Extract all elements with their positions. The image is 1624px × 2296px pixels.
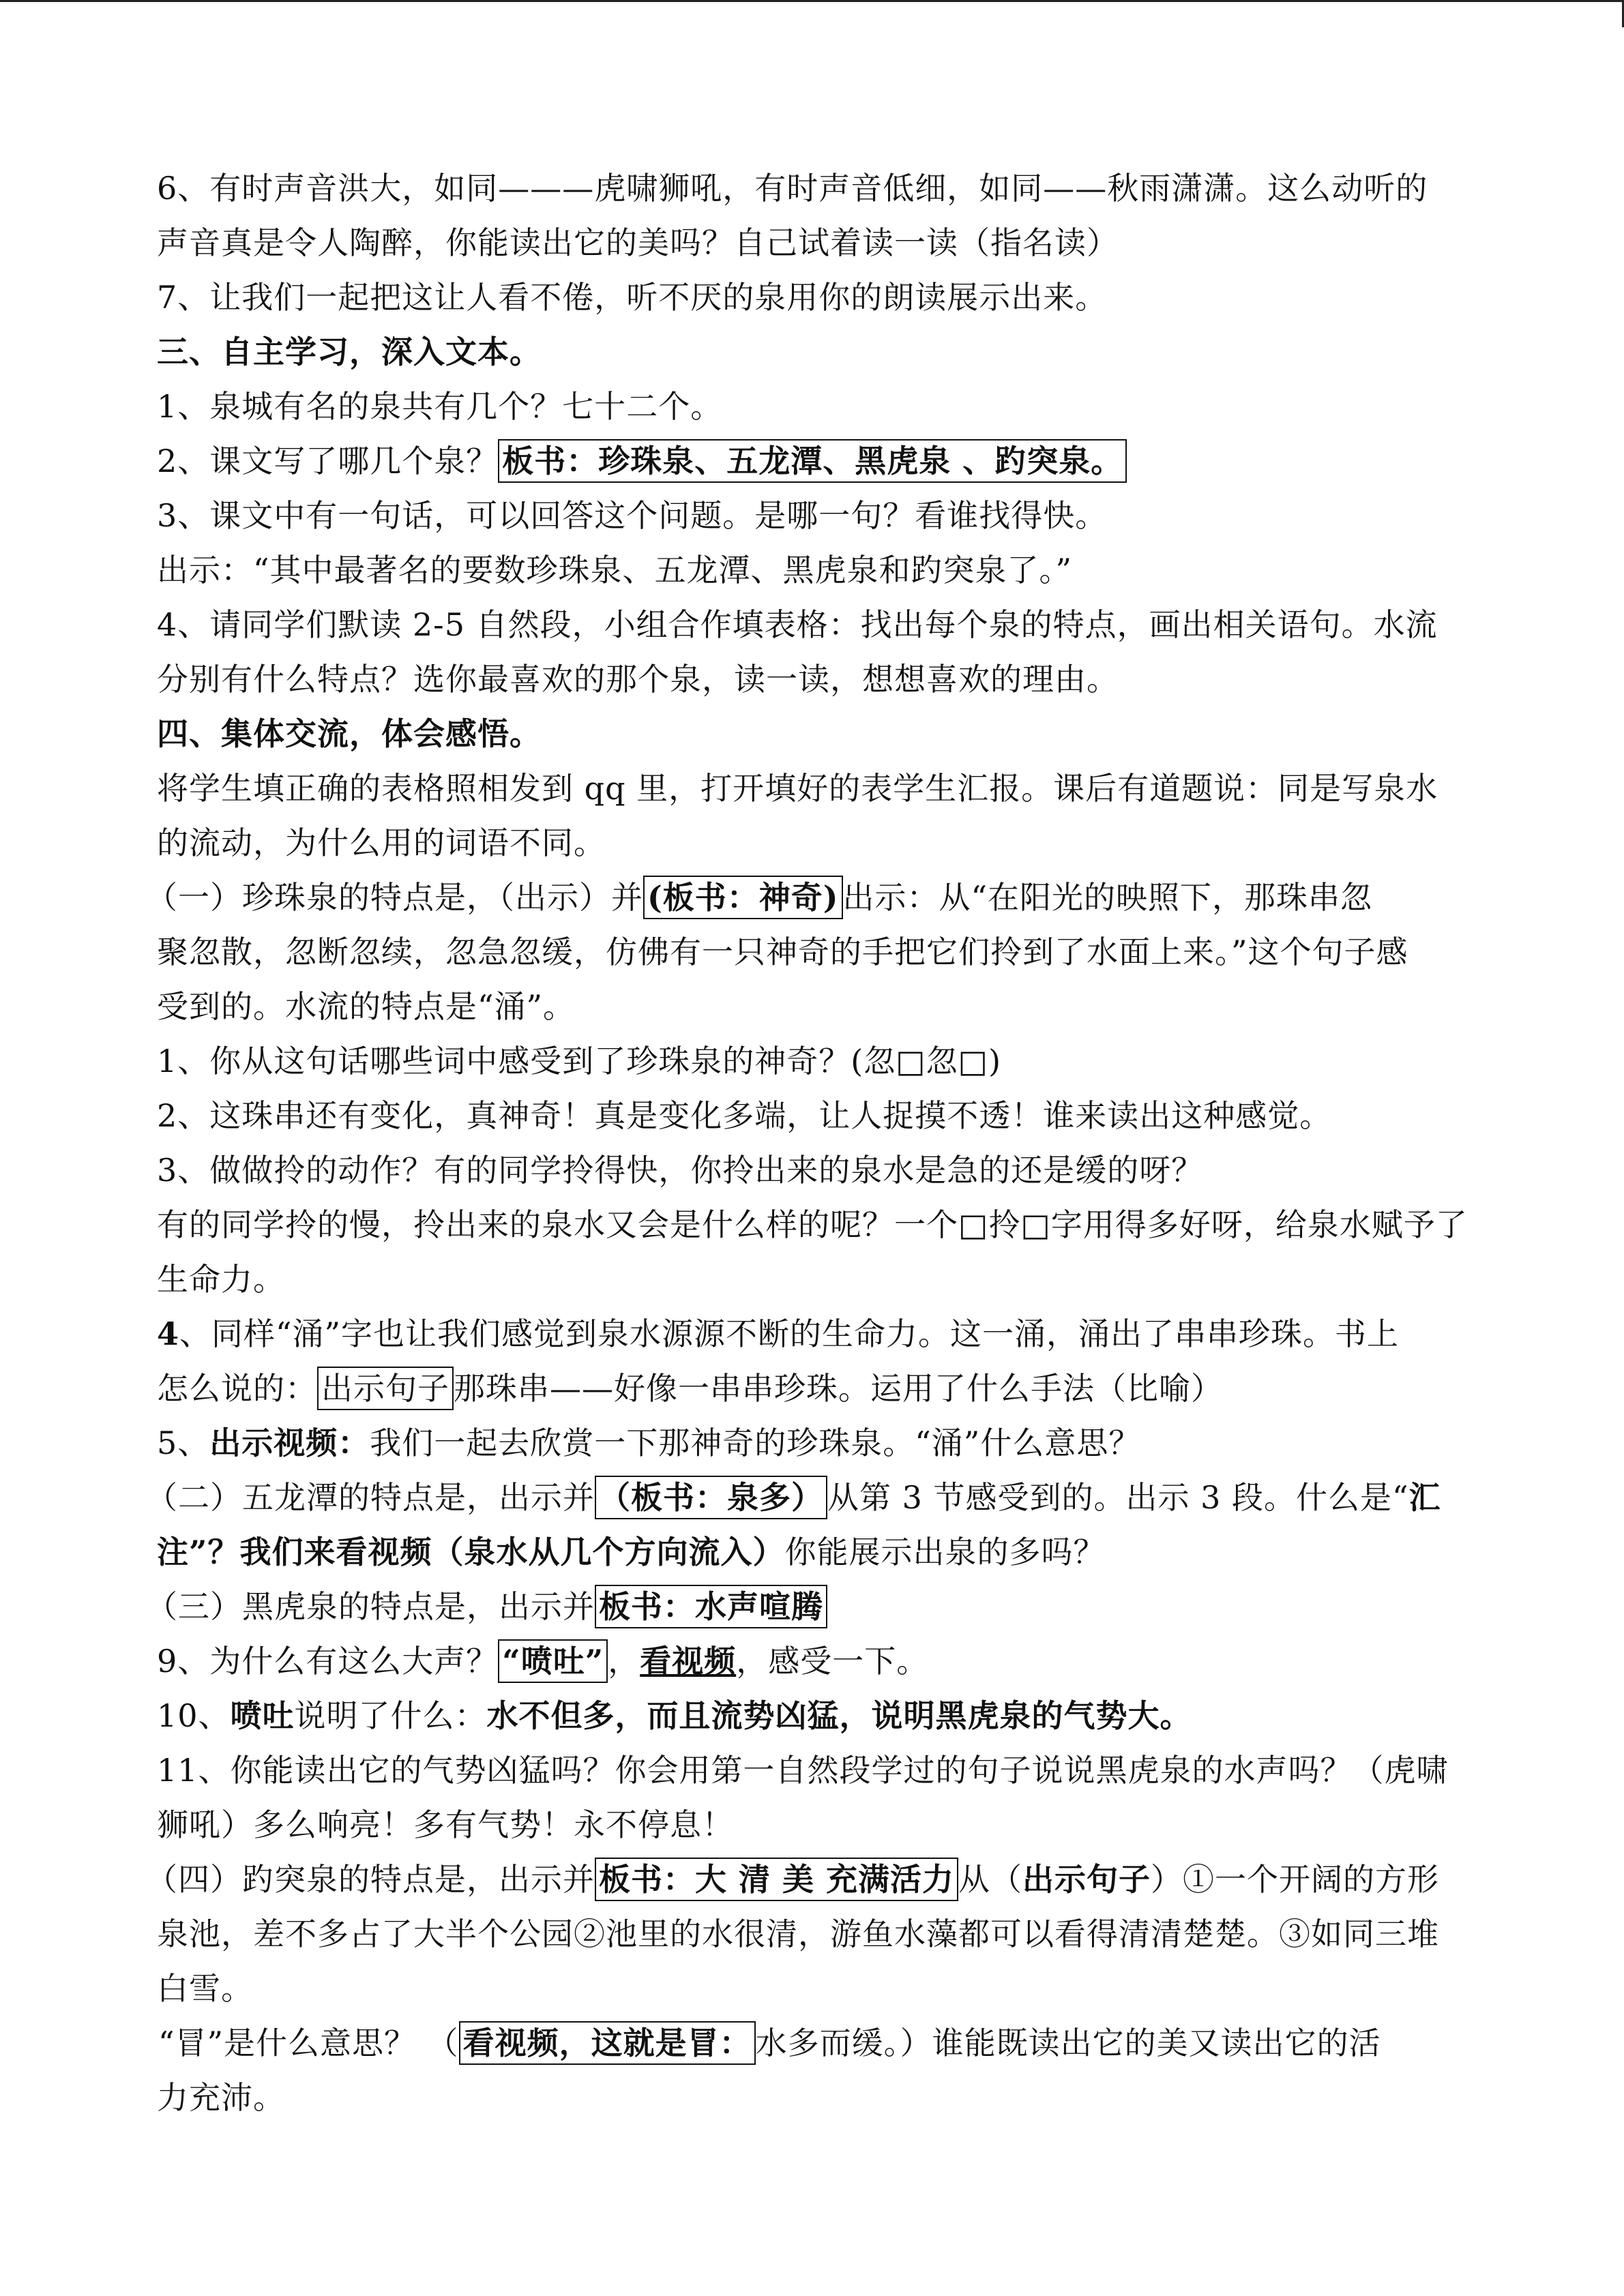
paragraph-line: 分别有什么特点？选你最喜欢的那个泉，读一读，想想喜欢的理由。 xyxy=(157,661,1119,698)
paragraph-line: 出示：“其中最著名的要数珍珠泉、五龙潭、黑虎泉和趵突泉了。” xyxy=(157,552,1073,588)
text-segment: 看视频 xyxy=(640,1643,737,1680)
blackboard-note-box: (板书：神奇) xyxy=(643,876,843,919)
text-segment: 出示句子 xyxy=(1022,1861,1151,1898)
paragraph-line: 聚忽散，忽断忽续，忽急忽缓，仿佛有一只神奇的手把它们拎到了水面上来。”这个句子感 xyxy=(157,934,1408,970)
text-segment: 出示视频： xyxy=(209,1425,370,1461)
text-segment: （一）珍珠泉的特点是，（出示）并 xyxy=(146,879,643,916)
text-segment: 水不但多，而且流势凶猛，说明黑虎泉的气势大。 xyxy=(486,1697,1192,1734)
text-segment: 你能展示出泉的多吗？ xyxy=(784,1534,1106,1570)
paragraph-line xyxy=(157,1361,1473,1416)
paragraph-line: 白雪。 xyxy=(157,1970,253,2007)
paragraph-line xyxy=(157,1416,1473,1470)
paragraph-line xyxy=(157,1307,1473,1361)
text-segment: 出示：从“在阳光的映照下，那珠串忽 xyxy=(842,879,1373,916)
paragraph-line: 受到的。水流的特点是“涌”。 xyxy=(157,988,576,1025)
paragraph-line: 1、泉城有名的泉共有几个？七十二个。 xyxy=(157,388,723,425)
text-segment: （三）黑虎泉的特点是，出示并 xyxy=(146,1588,595,1625)
paragraph-line xyxy=(146,1852,1462,1907)
text-segment: 我们一起去欣赏一下那神奇的珍珠泉。“涌”什么意思？ xyxy=(370,1425,1141,1461)
text-segment: 9、为什么有这么大声？ xyxy=(157,1643,499,1680)
text-segment: 说明了什么： xyxy=(294,1697,487,1734)
text-segment: 从第 3 节感受到的。出示 3 段。什么是“ xyxy=(827,1479,1409,1516)
paragraph-line: 声音真是令人陶醉，你能读出它的美吗？自己试着读一读（指名读） xyxy=(157,224,1119,261)
paragraph-line: 4、请同学们默读 2-5 自然段，小组合作填表格：找出每个泉的特点，画出相关语句。水流 xyxy=(157,606,1438,643)
paragraph-line: 2、这珠串还有变化，真神奇！真是变化多端，让人捉摸不透！谁来读出这种感觉。 xyxy=(157,1097,1332,1134)
text-segment: （二）五龙潭的特点是，出示并 xyxy=(146,1479,595,1516)
top-border xyxy=(0,0,1624,2)
text-segment: 5、 xyxy=(157,1425,210,1461)
text-segment: 怎么说的： xyxy=(157,1370,317,1407)
text-segment: ）①一个开阔的方形 xyxy=(1151,1861,1440,1898)
text-segment: “冒”是什么意思？ （ xyxy=(158,2025,459,2061)
video-note-box: 看视频，这就是冒： xyxy=(459,2021,756,2065)
blackboard-note-box: 板书：珍珠泉、五龙潭、黑虎泉 、趵突泉。 xyxy=(498,439,1127,483)
blackboard-note-box: 板书：大 清 美 充满活力 xyxy=(595,1858,958,1901)
paragraph-line xyxy=(158,2016,1475,2070)
text-segment: 汇 xyxy=(1408,1479,1441,1516)
text-segment: 、同样“涌”字也让我们感觉到泉水源源不断的生命力。这一涌，涌出了串串珍珠。书上 xyxy=(179,1315,1400,1352)
paragraph-line xyxy=(157,1634,1473,1688)
paragraph-line: 1、你从这句话哪些词中感受到了珍珠泉的神奇？(忽□忽□) xyxy=(157,1043,1002,1079)
paragraph-line: 生命力。 xyxy=(157,1261,285,1298)
text-segment: 从（ xyxy=(958,1861,1023,1898)
blackboard-note-box: 板书：水声喧腾 xyxy=(595,1585,827,1628)
paragraph-line: 泉池，差不多占了大半个公园②池里的水很清，游鱼水藻都可以看得清清楚楚。③如同三堆 xyxy=(157,1915,1439,1952)
paragraph-line xyxy=(146,1579,1462,1634)
paragraph-line: 3、做做拎的动作？有的同学拎得快，你拎出来的泉水是急的还是缓的呀？ xyxy=(157,1152,1204,1189)
text-segment: 10、 xyxy=(157,1697,231,1734)
paragraph-line: 11、你能读出它的气势凶猛吗？你会用第一自然段学过的句子说说黑虎泉的水声吗？（虎啸 xyxy=(157,1752,1449,1789)
paragraph-line: 6、有时声音洪大，如同———虎啸狮吼，有时声音低细，如同——秋雨潇潇。这么动听的 xyxy=(157,170,1428,207)
text-segment: 喷吐 xyxy=(230,1697,295,1734)
paragraph-line xyxy=(157,1688,1473,1743)
section-heading: 三、自主学习，深入文本。 xyxy=(157,333,542,370)
paragraph-line xyxy=(157,1525,1473,1579)
keyword-box: “喷吐” xyxy=(498,1639,608,1683)
text-segment: 2、课文写了哪几个泉？ xyxy=(157,443,499,479)
paragraph-line xyxy=(146,870,1462,925)
text-segment: ， xyxy=(608,1643,640,1680)
text-segment: 水多而缓。）谁能既读出它的美又读出它的活 xyxy=(755,2025,1381,2061)
paragraph-line: 的流动，为什么用的词语不同。 xyxy=(157,824,606,861)
paragraph-line: 7、让我们一起把这让人看不倦，听不厌的泉用你的朗读展示出来。 xyxy=(157,279,1108,316)
paragraph-line: 狮吼）多么响亮！多有气势！永不停息！ xyxy=(157,1806,734,1843)
text-segment: 注”？我们来看视频（泉水从几个方向流入） xyxy=(157,1534,785,1570)
text-segment: （四）趵突泉的特点是，出示并 xyxy=(146,1861,595,1898)
paragraph-line xyxy=(146,1470,1462,1525)
text-segment: 4 xyxy=(157,1315,180,1352)
section-heading: 四、集体交流，体会感悟。 xyxy=(157,715,542,752)
paragraph-line: 有的同学拎的慢，拎出来的泉水又会是什么样的呢？一个□拎□字用得多好呀，给泉水赋予了 xyxy=(157,1206,1468,1243)
paragraph-line xyxy=(157,434,1473,488)
text-segment: ，感受一下。 xyxy=(736,1643,929,1680)
blackboard-note-box: （板书：泉多） xyxy=(595,1476,827,1519)
paragraph-line: 力充沛。 xyxy=(157,2079,285,2116)
paragraph-line: 3、课文中有一句话，可以回答这个问题。是哪一句？看谁找得快。 xyxy=(157,497,1108,534)
text-segment: 那珠串——好像一串串珍珠。运用了什么手法（比喻） xyxy=(454,1370,1223,1407)
paragraph-line: 将学生填正确的表格照相发到 qq 里，打开填好的表学生汇报。课后有道题说：同是写泉水 xyxy=(157,770,1438,807)
show-sentence-box: 出示句子 xyxy=(317,1367,454,1410)
